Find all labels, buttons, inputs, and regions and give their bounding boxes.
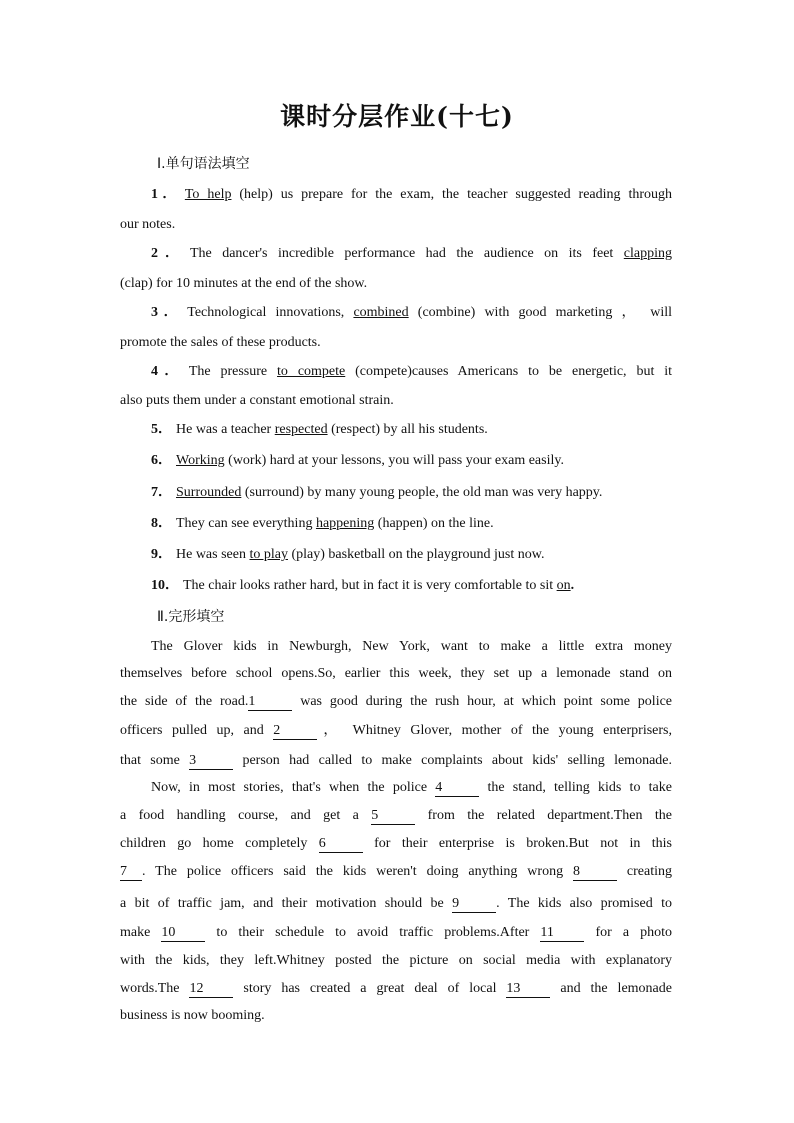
cloze-blank-8[interactable]: 8 <box>573 864 617 881</box>
passage-text: for their enterprise is broken.But not in this <box>362 836 672 851</box>
passage-text: a bit of traffic jam, and their motivation should be <box>120 896 453 911</box>
passage-text: make <box>120 925 162 940</box>
question-4-cont: also puts them under a constant emotional strain. <box>120 393 394 408</box>
question-text-rest: (happen) on the line. <box>374 516 494 531</box>
passage-text: a food handling course, and get a <box>120 808 372 823</box>
cloze-blank-2[interactable]: 2 <box>273 723 317 740</box>
cloze-blank-3[interactable]: 3 <box>189 753 233 770</box>
passage-text: children go home completely <box>120 836 319 851</box>
question-text: The pressure <box>188 364 278 379</box>
question-text-rest: (respect) by all his students. <box>327 422 488 437</box>
question-text-rest: (combine) with good marketing ， will <box>408 305 672 320</box>
passage-line <box>120 979 672 999</box>
question-3-cont: promote the sales of these products. <box>120 335 321 350</box>
passage-text: story has created a great deal of local <box>233 981 507 996</box>
answer-text: to play <box>249 547 288 562</box>
passage-line <box>120 751 672 771</box>
question-number: 3． <box>151 305 184 320</box>
cloze-blank-4[interactable]: 4 <box>435 780 479 797</box>
cloze-blank-1[interactable]: 1 <box>248 694 292 711</box>
passage-line <box>120 894 672 914</box>
answer-text: Working <box>176 453 225 468</box>
cloze-blank-10[interactable]: 10 <box>161 925 205 942</box>
question-number: 7． <box>151 485 172 500</box>
question-9 <box>151 545 672 565</box>
passage-line: with the kids, they left.Whitney posted the picture on social media with explanatory <box>120 953 672 968</box>
passage-text: was good during the rush hour, at which point some police <box>292 694 673 709</box>
passage-text: from the related department.Then the <box>415 808 672 823</box>
question-2-cont: (clap) for 10 minutes at the end of the show. <box>120 276 368 291</box>
question-text: They can see everything <box>176 516 316 531</box>
question-text-rest: (surround) by many young people, the old man was very happy. <box>241 485 603 500</box>
passage-line <box>120 806 672 826</box>
question-number: 6． <box>151 453 172 468</box>
question-text: The chair looks rather hard, but in fact it is very comfortable to sit <box>183 578 557 593</box>
question-text-rest: (work) hard at your lessons, you will pass your exam easily. <box>224 453 564 468</box>
question-2 <box>151 244 672 264</box>
passage-text: that some <box>120 753 190 768</box>
question-end-mark: . <box>570 578 575 593</box>
question-text: The dancer's incredible performance had the audience on its feet <box>189 246 624 261</box>
answer-text: to compete <box>277 364 346 379</box>
passage-text: creating <box>617 864 672 879</box>
question-number: 8． <box>151 516 172 531</box>
passage-text: to their schedule to avoid traffic problems.After <box>205 925 541 940</box>
passage-text: and the lemonade <box>550 981 672 996</box>
section-heading-cloze: Ⅱ.完形填空 <box>157 609 225 625</box>
question-3 <box>151 303 672 323</box>
answer-text: combined <box>353 305 409 320</box>
passage-text: the side of the road. <box>120 694 249 709</box>
passage-line <box>120 923 672 943</box>
page-title: 课时分层作业(十七) <box>280 102 514 131</box>
passage-text: words.The <box>120 981 190 996</box>
question-10 <box>151 576 672 596</box>
question-8 <box>151 514 672 534</box>
answer-text: on <box>556 578 571 593</box>
answer-text: To help <box>184 187 232 202</box>
question-number: 4． <box>151 364 185 379</box>
cloze-blank-11[interactable]: 11 <box>540 925 584 942</box>
passage-line <box>120 721 672 741</box>
passage-text: . The kids also promised to <box>496 896 672 911</box>
passage-line <box>120 692 672 712</box>
question-text: (help) us prepare for the exam, the teacher suggested reading through <box>231 187 673 202</box>
cloze-blank-13[interactable]: 13 <box>506 981 550 998</box>
cloze-blank-5[interactable]: 5 <box>371 808 415 825</box>
passage-line: The Glover kids in Newburgh, New York, want to make a little extra money <box>151 639 672 654</box>
passage-text: ， Whitney Glover, mother of the young enterprisers, <box>317 723 672 738</box>
passage-text: officers pulled up, and <box>120 723 274 738</box>
question-number: 10． <box>151 578 179 593</box>
question-7 <box>151 483 672 503</box>
cloze-blank-12[interactable]: 12 <box>189 981 233 998</box>
question-number: 9． <box>151 547 172 562</box>
passage-text: Now, in most stories, that's when the police <box>151 780 436 795</box>
question-text-rest: (play) basketball on the playground just now. <box>287 547 545 562</box>
question-text-rest: (compete)causes Americans to be energetic, but it <box>345 364 673 379</box>
question-text: Technological innovations, <box>187 305 354 320</box>
question-5 <box>151 420 672 440</box>
question-text: He was seen <box>176 547 250 562</box>
passage-text: for a photo <box>584 925 672 940</box>
passage-text: . The police officers said the kids weren't doing anything wrong <box>142 864 573 879</box>
answer-text: clapping <box>623 246 673 261</box>
passage-text: person had called to make complaints about kids' selling lemonade. <box>233 753 672 768</box>
question-text: He was a teacher <box>176 422 275 437</box>
passage-line <box>120 862 672 882</box>
question-1 <box>151 185 672 205</box>
cloze-blank-7[interactable]: 7 <box>120 864 142 881</box>
passage-line: business is now booming. <box>120 1008 265 1023</box>
passage-line: themselves before school opens.So, earlier this week, they set up a lemonade stand on <box>120 666 672 681</box>
question-1-cont: our notes. <box>120 217 176 232</box>
passage-line <box>151 778 672 798</box>
question-number: 5． <box>151 422 172 437</box>
passage-text: the stand, telling kids to take <box>479 780 672 795</box>
answer-text: happening <box>315 516 375 531</box>
answer-text: respected <box>274 422 328 437</box>
cloze-blank-9[interactable]: 9 <box>452 896 496 913</box>
question-number: 2． <box>151 246 186 261</box>
section-heading-grammar: Ⅰ.单句语法填空 <box>157 156 250 172</box>
answer-text: Surrounded <box>176 485 242 500</box>
question-number: 1． <box>151 187 181 202</box>
question-6 <box>151 451 672 471</box>
cloze-blank-6[interactable]: 6 <box>319 836 363 853</box>
passage-line <box>120 834 672 854</box>
question-4 <box>151 362 672 382</box>
